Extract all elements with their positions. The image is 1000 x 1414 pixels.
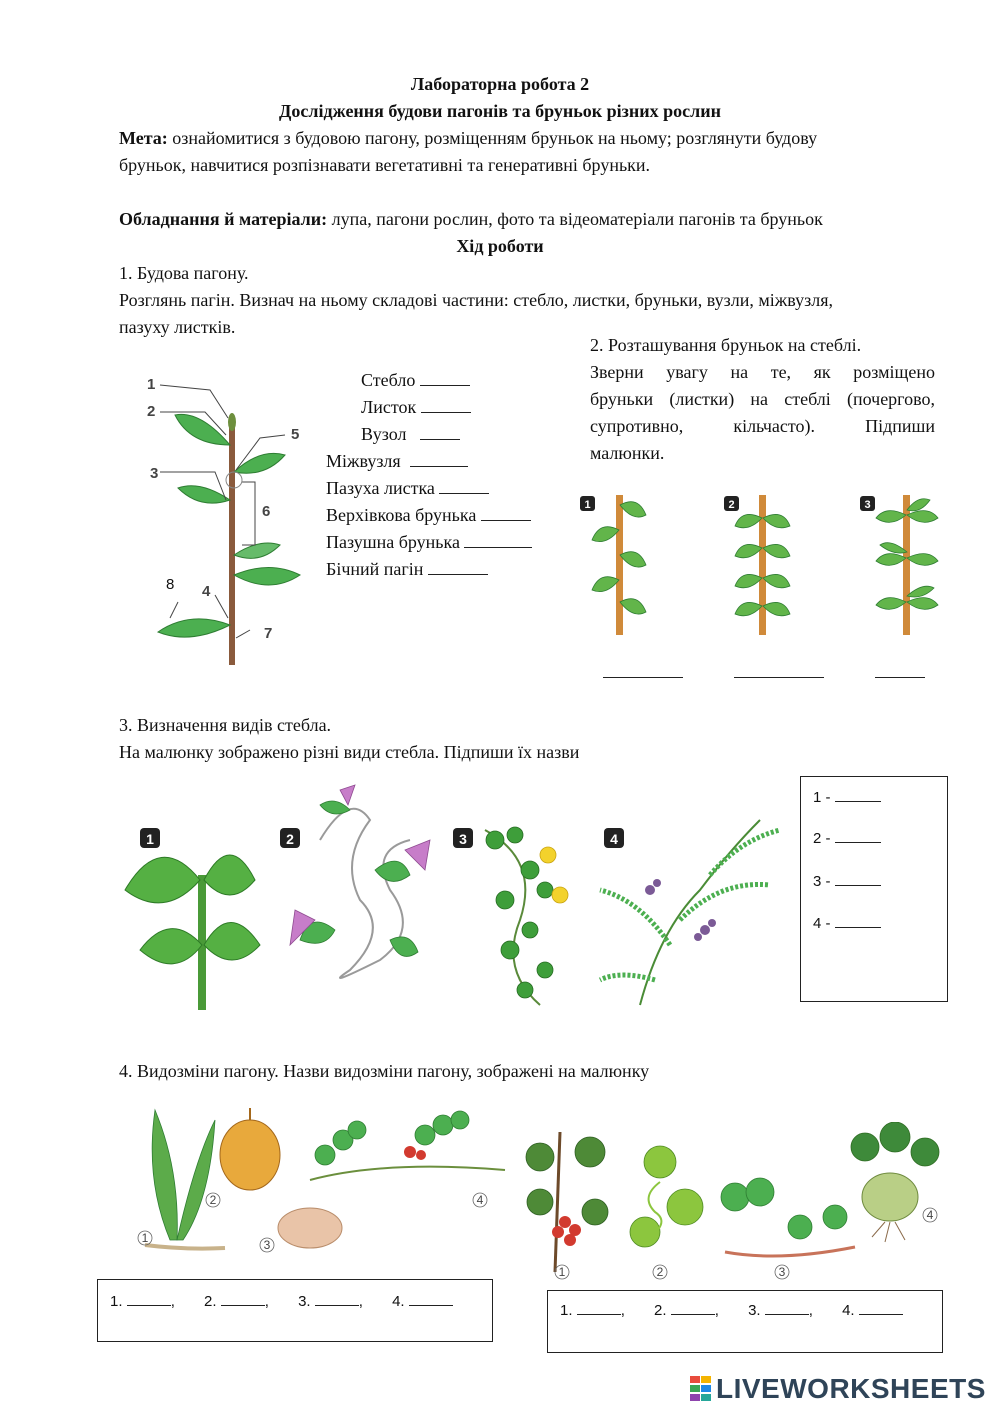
- shoot-modifications-right-figure: [520, 1122, 945, 1282]
- label-row-leaf-axil: Пазуха листка: [326, 475, 489, 502]
- svg-text:1: 1: [146, 831, 154, 847]
- climbing-stem-flowers: [645, 879, 716, 941]
- thorny-branch-leaves: [526, 1137, 608, 1225]
- answer-blank-right-3[interactable]: [765, 1299, 809, 1315]
- answer-blank-stem-type-3[interactable]: [835, 870, 881, 886]
- rhizome: [145, 1245, 225, 1249]
- svg-text:4: 4: [610, 831, 618, 847]
- stem-answer-row-4: 4 -: [813, 912, 881, 934]
- procedure-title: Хід роботи: [456, 236, 544, 256]
- answer-blank-stem-type-1[interactable]: [835, 786, 881, 802]
- task1-text-line1: Розглянь пагін. Визнач на ньому складові частини: стебло, листки, бруньки, вузли, міжвузля,: [119, 290, 833, 310]
- answer-blank-internode[interactable]: [410, 451, 468, 467]
- creeping-shoot-leaves: [721, 1178, 847, 1239]
- task2-text-line4: малюнки.: [590, 443, 665, 463]
- leaf-icon: [234, 453, 285, 473]
- onion-bulb: [220, 1120, 280, 1190]
- equipment-label: Обладнання й матеріали:: [119, 209, 328, 229]
- goal-text-line1: ознайомитися з будовою пагону, розміщенням бруньок на ньому; розглянути будову: [172, 128, 818, 148]
- strawberry-runner: [310, 1167, 505, 1180]
- kohlrabi-stem-tuber: [862, 1173, 918, 1221]
- answer-blank-stem-type-4[interactable]: [835, 912, 881, 928]
- task3-heading: 3. Визначення видів стебла.: [119, 715, 332, 735]
- figure-number-4: 4: [202, 583, 211, 600]
- leaf-icon: [234, 543, 280, 558]
- stem-types-figure: [120, 780, 785, 1015]
- figure-number-7: 7: [264, 625, 273, 642]
- task1-heading: 1. Будова пагону.: [119, 263, 249, 283]
- modifications-right-answer-row: 1. , 2. , 3. , 4.: [560, 1299, 903, 1321]
- task4-heading: 4. Видозміни пагону. Назви видозміни пагону, зображені на малюнку: [119, 1061, 650, 1081]
- label-row-leaf: Листок: [361, 394, 471, 421]
- answer-blank-left-4[interactable]: [409, 1290, 453, 1306]
- liveworksheets-logo-icon: [690, 1376, 712, 1402]
- answer-blank-right-2[interactable]: [671, 1299, 715, 1315]
- tendril-plant-leaves: [630, 1146, 703, 1247]
- task2-text-line3: супротивно, кільчасто). Підпиши: [590, 416, 935, 436]
- internode-bracket: [242, 482, 255, 545]
- task1-text-line2: пазуху листків.: [119, 317, 236, 337]
- twining-stem-flowers: [290, 785, 430, 945]
- leaf-arrangement-figures: [578, 490, 948, 640]
- figure-number-1: 1: [147, 376, 156, 393]
- task3-text: На малюнку зображено різні види стебла. Підпиши їх назви: [119, 742, 580, 762]
- answer-blank-leaf-axil[interactable]: [439, 478, 489, 494]
- svg-text:2: 2: [656, 1265, 664, 1279]
- svg-text:1: 1: [584, 499, 591, 511]
- leaf-icon: [234, 568, 300, 586]
- lab-title: Лабораторна робота 2: [410, 74, 590, 94]
- modifications-left-answer-row: 1. , 2. , 3. , 4.: [110, 1290, 453, 1312]
- svg-text:1: 1: [141, 1231, 149, 1245]
- task2-heading: 2. Розташування бруньок на стеблі.: [590, 335, 862, 355]
- answer-blank-arrangement-2[interactable]: [734, 662, 824, 678]
- creeping-shoot: [725, 1247, 855, 1256]
- strawberry-leaves: [315, 1111, 469, 1165]
- answer-blank-apical-bud[interactable]: [481, 505, 531, 521]
- svg-text:3: 3: [263, 1238, 271, 1252]
- svg-text:4: 4: [926, 1208, 934, 1222]
- answer-blank-side-shoot[interactable]: [428, 559, 488, 575]
- stem-alternate: [616, 495, 623, 635]
- svg-text:3: 3: [778, 1265, 786, 1279]
- svg-text:2: 2: [209, 1193, 217, 1207]
- svg-text:3: 3: [459, 831, 467, 847]
- answer-blank-arrangement-1[interactable]: [603, 662, 683, 678]
- label-row-side-shoot: Бічний пагін: [326, 556, 488, 583]
- svg-text:1: 1: [558, 1265, 566, 1279]
- kohlrabi-leaves: [851, 1122, 939, 1166]
- label-row-node: Вузол: [361, 421, 460, 448]
- label-row-apical-bud: Верхівкова брунька: [326, 502, 531, 529]
- rhizome-plant-leaves: [152, 1110, 215, 1240]
- stem-answer-row-3: 3 -: [813, 870, 881, 892]
- trailing-stem: [485, 830, 540, 1005]
- answer-blank-axillary-bud[interactable]: [464, 532, 532, 548]
- svg-text:4: 4: [476, 1193, 484, 1207]
- svg-text:2: 2: [286, 831, 294, 847]
- figure-number-8: 8: [166, 576, 175, 593]
- apical-bud-icon: [228, 413, 236, 431]
- svg-text:2: 2: [728, 499, 735, 511]
- erect-stem-leaves: [125, 855, 260, 964]
- answer-blank-leaf[interactable]: [421, 397, 471, 413]
- goal-text-line2: бруньок, навчитися розпізнавати вегетативні та генеративні бруньки.: [119, 155, 651, 175]
- answer-blank-stem[interactable]: [420, 370, 470, 386]
- climbing-stem-leaflets: [600, 830, 780, 980]
- shoot-modifications-left-figure: [125, 1100, 510, 1265]
- stem-opposite: [759, 495, 766, 635]
- label-row-axillary-bud: Пазушна брунька: [326, 529, 532, 556]
- task2-text-line2: бруньки (листки) на стеблі (почергово,: [590, 389, 935, 409]
- svg-text:3: 3: [864, 499, 871, 511]
- strawberry-berries: [404, 1146, 426, 1160]
- figure-number-2: 2: [147, 403, 156, 420]
- twining-stem: [320, 809, 410, 978]
- thorny-branch: [555, 1132, 560, 1272]
- stem-answer-row-1: 1 -: [813, 786, 881, 808]
- goal-paragraph: [119, 125, 919, 152]
- lab-subtitle: Дослідження будови пагонів та бруньок різних рослин: [279, 101, 721, 121]
- answer-blank-right-1[interactable]: [577, 1299, 621, 1315]
- answer-blank-stem-type-2[interactable]: [835, 827, 881, 843]
- answer-blank-left-3[interactable]: [315, 1290, 359, 1306]
- figure-number-5: 5: [291, 426, 300, 443]
- leaf-icon: [158, 619, 230, 637]
- goal-label: Мета:: [119, 128, 168, 148]
- stem-answer-row-2: 2 -: [813, 827, 881, 849]
- figure-number-6: 6: [262, 503, 271, 520]
- liveworksheets-brand: LIVEWORKSHEETS: [716, 1373, 986, 1404]
- potato-tuber: [278, 1208, 342, 1248]
- leaf-icon: [178, 486, 230, 503]
- task2-text-line1: Зверни увагу на те, як розміщено: [590, 362, 935, 382]
- equipment-text: лупа, пагони рослин, фото та відеоматеріали пагонів та бруньок: [331, 209, 823, 229]
- answer-blank-node[interactable]: [420, 424, 460, 440]
- figure-number-3: 3: [150, 465, 159, 482]
- label-row-internode: Міжвузля: [326, 448, 468, 475]
- label-row-stem: Стебло: [361, 367, 470, 394]
- answer-blank-left-1[interactable]: [127, 1290, 171, 1306]
- equipment-paragraph: [119, 206, 979, 233]
- answer-blank-right-4[interactable]: [859, 1299, 903, 1315]
- answer-blank-arrangement-3[interactable]: [875, 662, 925, 678]
- answer-blank-left-2[interactable]: [221, 1290, 265, 1306]
